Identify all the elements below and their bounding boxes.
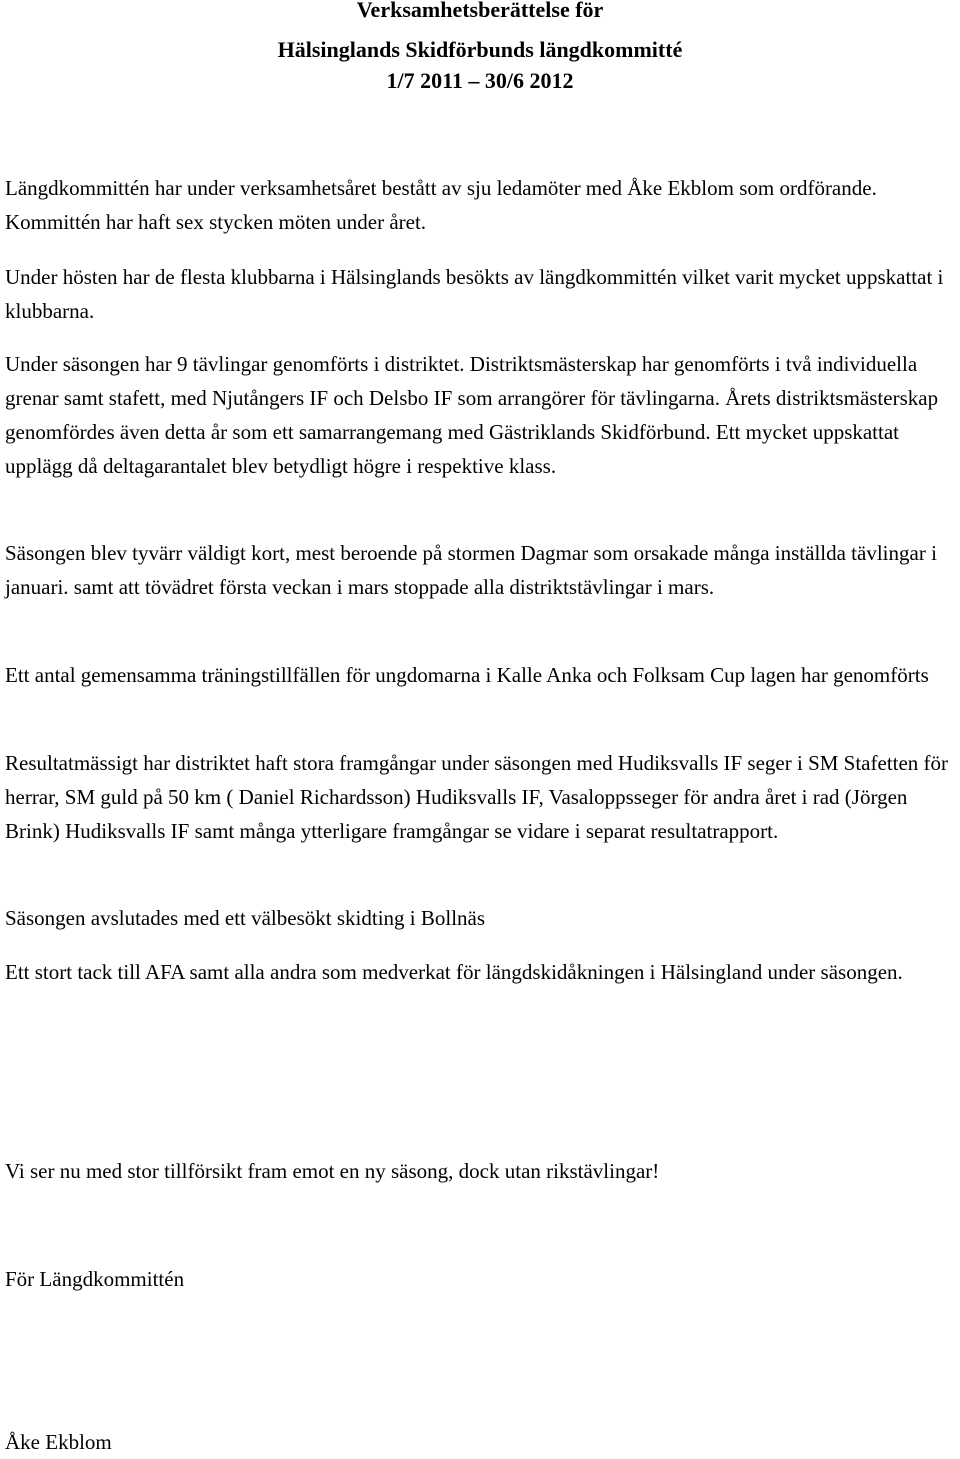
document-subtitle-committee: Hälsinglands Skidförbunds längdkommitté <box>277 37 683 62</box>
paragraph-short-season: Säsongen blev tyvärr väldigt kort, mest beroende på stormen Dagmar som orsakade många inställda tävlingar i januari. samt att tövädret första veckan i mars stoppade alla distriktstävlingar i mars. <box>5 541 937 599</box>
paragraph-outlook: Vi ser nu med stor tillförsikt fram emot en ny säsong, dock utan rikstävlingar! <box>5 1159 660 1183</box>
closing-signoff: För Längdkommittén <box>5 1267 185 1291</box>
paragraph-thanks: Ett stort tack till AFA samt alla andra som medverkat för längdskidåkningen i Hälsingland under säsongen. <box>5 960 903 984</box>
paragraph-club-visits: Under hösten har de flesta klubbarna i Hälsinglands besökts av längdkommittén vilket varit mycket uppskattat i klubbarna. <box>5 265 944 323</box>
paragraph-committee-members: Längdkommittén har under verksamhetsåret bestått av sju ledamöter med Åke Ekblom som ordförande. Kommittén har haft sex stycken möten under året. <box>5 176 877 234</box>
paragraph-competitions: Under säsongen har 9 tävlingar genomförts i distriktet. Distriktsmästerskap har genomförts i två individuella grenar samt stafett, med Njutångers IF och Delsbo IF som arrangörer för tävlingarna. Årets distriktsmästerskap genomfördes även detta år som ett samarrangemang med Gästriklands Skidförbund. Ett mycket uppskattat upplägg då deltagarantalet blev betydligt högre i respektive klass. <box>5 352 939 478</box>
document-subtitle-period: 1/7 2011 – 30/6 2012 <box>386 68 574 93</box>
paragraph-season-end: Säsongen avslutades med ett välbesökt skidting i Bollnäs <box>5 906 486 930</box>
paragraph-results: Resultatmässigt har distriktet haft stora framgångar under säsongen med Hudiksvalls IF seger i SM Stafetten för herrar, SM guld på 50 km ( Daniel Richardsson) Hudiksvalls IF, Vasaloppsseger för andra året i rad (Jörgen Brink) Hudiksvalls IF samt många ytterligare framgångar se vidare i separat resultatrapport. <box>5 751 949 843</box>
paragraph-training-sessions: Ett antal gemensamma träningstillfällen för ungdomarna i Kalle Anka och Folksam Cup lagen har genomförts <box>5 663 929 687</box>
signature-name: Åke Ekblom <box>5 1430 112 1454</box>
document-title: Verksamhetsberättelse för <box>356 0 604 22</box>
